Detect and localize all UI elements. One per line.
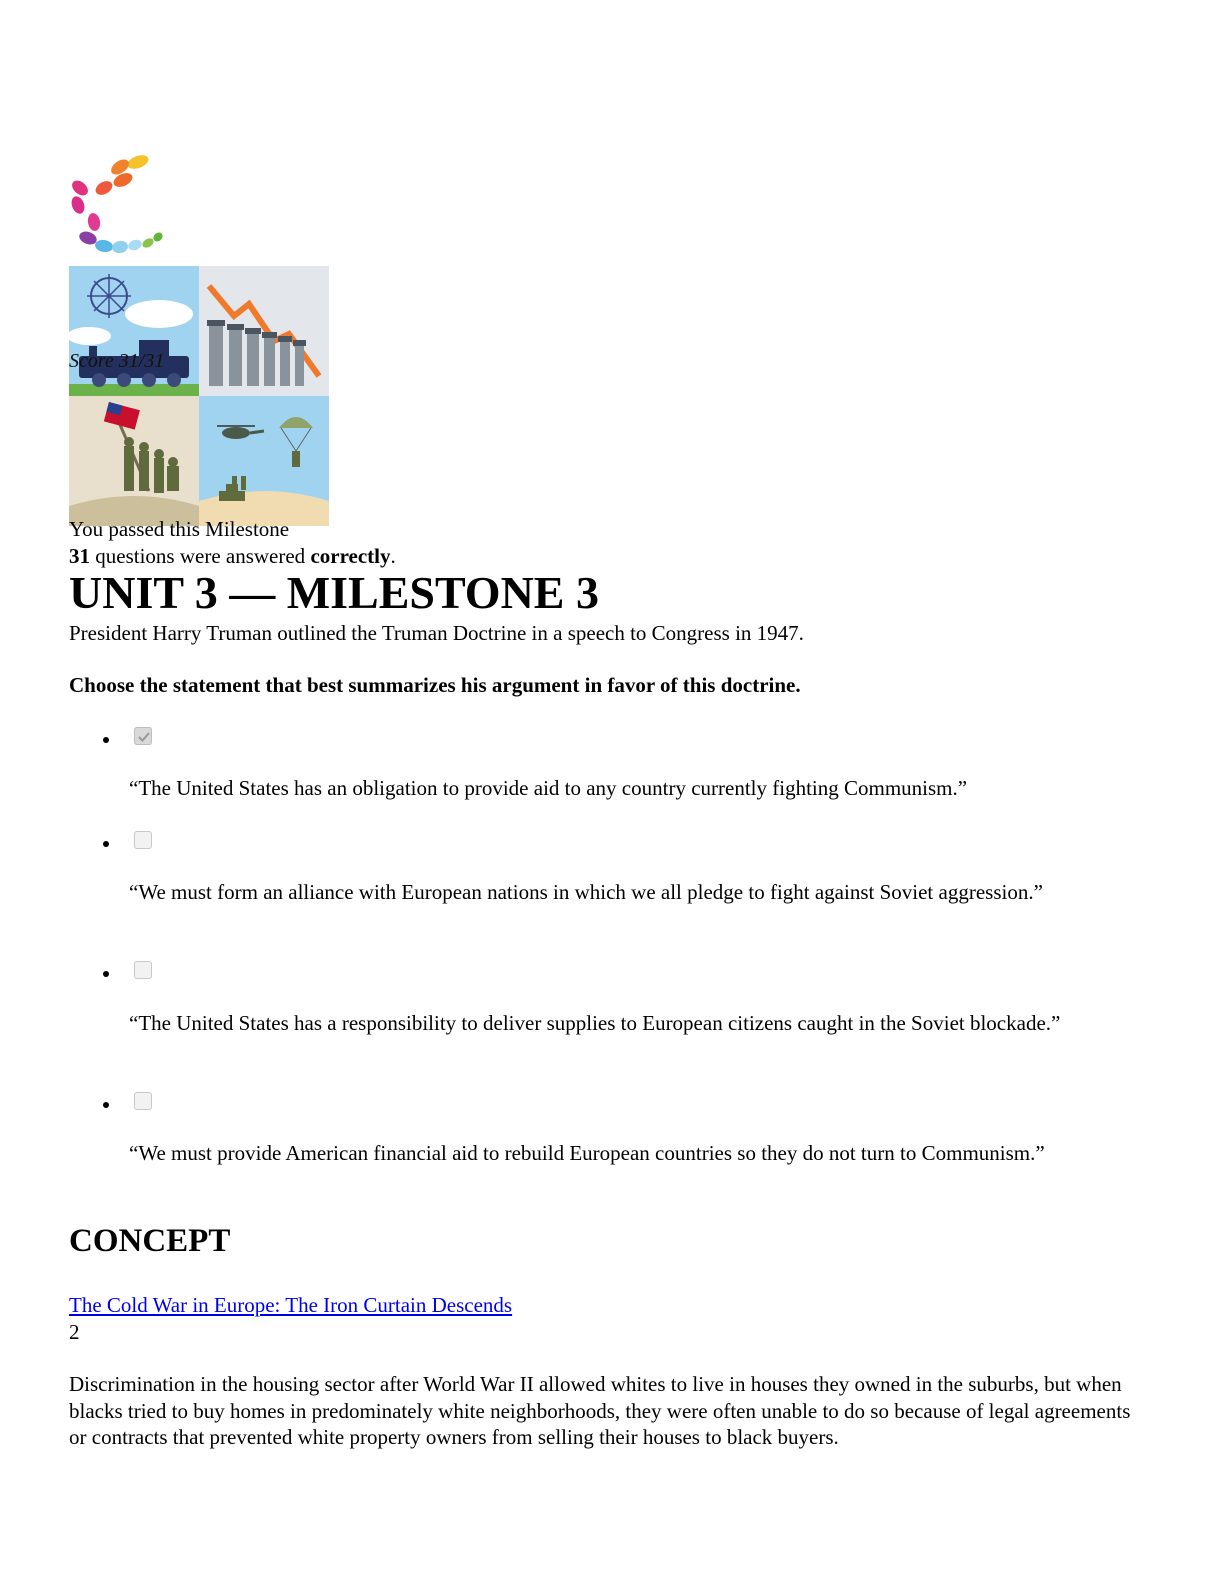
option-checkbox[interactable]: [134, 727, 152, 745]
correct-end: .: [390, 544, 396, 568]
correct-word: correctly: [310, 544, 391, 568]
bullet-icon: [103, 1102, 109, 1108]
pass-status: You passed this Milestone: [69, 517, 290, 541]
concept-heading: CONCEPT: [69, 1223, 231, 1259]
petal-logo-icon: [66, 150, 170, 260]
unit-illustration: [69, 266, 329, 526]
question-stem: Discrimination in the housing sector after World War II allowed whites to live in houses they owned in the suburbs, but when blacks tried to buy homes in predominately white neighborhoods, they were often unable to do so because of legal agreements or contracts that prevented white property owners from selling their houses to black buyers.: [69, 1372, 1131, 1449]
bullet-icon: [103, 841, 109, 847]
option-text: “We must provide American financial aid to rebuild European countries so they do not turn to Communism.”: [129, 1141, 1045, 1165]
correct-middle: questions were answered: [90, 544, 311, 568]
concept-link[interactable]: The Cold War in Europe: The Iron Curtain Descends: [69, 1293, 513, 1317]
score-text: Score 31/31: [69, 350, 165, 372]
option-checkbox[interactable]: [134, 831, 152, 849]
option-text: “We must form an alliance with European nations in which we all pledge to fight against Soviet aggression.”: [129, 880, 1043, 904]
question-stem: President Harry Truman outlined the Truman Doctrine in a speech to Congress in 1947.: [69, 621, 804, 645]
correct-count: 31: [69, 544, 90, 568]
checkmark-icon: [137, 730, 151, 744]
option-checkbox[interactable]: [134, 1092, 152, 1110]
bullet-icon: [103, 737, 109, 743]
option-text: “The United States has an obligation to provide aid to any country currently fighting Communism.”: [129, 776, 968, 800]
option-text: “The United States has a responsibility to deliver supplies to European citizens caught in the Soviet blockade.”: [129, 1011, 1061, 1035]
option-checkbox[interactable]: [134, 961, 152, 979]
question-number: 2: [69, 1320, 80, 1344]
milestone-title: UNIT 3 — MILESTONE 3: [69, 567, 599, 618]
question-prompt: Choose the statement that best summarizes his argument in favor of this doctrine.: [69, 673, 801, 697]
bullet-icon: [103, 971, 109, 977]
